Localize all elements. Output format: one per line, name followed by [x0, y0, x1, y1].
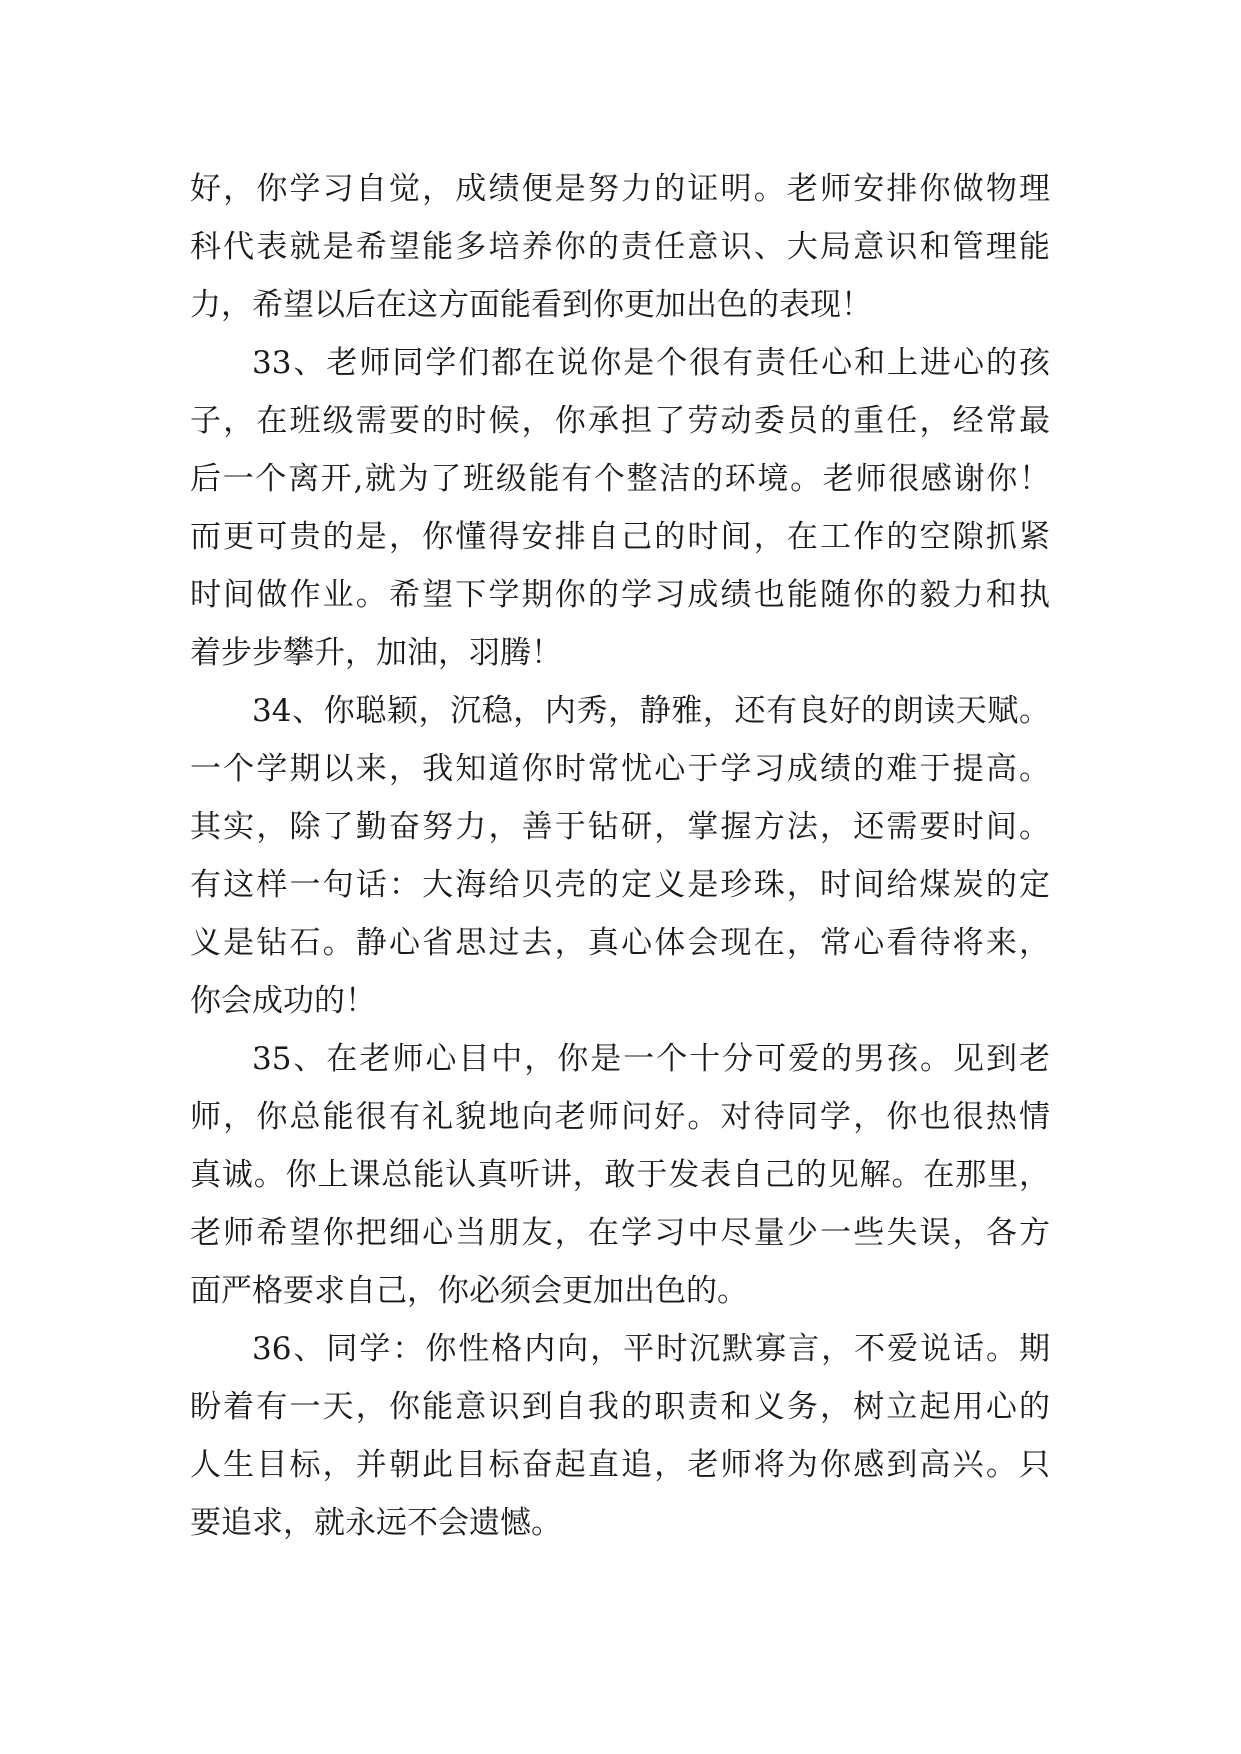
text-line: 后一个离开,就为了班级能有个整洁的环境。老师很感谢你！: [190, 461, 1050, 497]
text-line: 要追求，就永远不会遗憾。: [190, 1505, 562, 1541]
text-line: 子，在班级需要的时候，你承担了劳动委员的重任，经常最: [190, 403, 1050, 439]
text-line: 力，希望以后在这方面能看到你更加出色的表现！: [190, 287, 872, 323]
text-line: 好，你学习自觉，成绩便是努力的证明。老师安排你做物理: [190, 171, 1050, 207]
text-line: 师，你总能很有礼貌地向老师问好。对待同学，你也很热情: [190, 1099, 1050, 1135]
text-line: 科代表就是希望能多培养你的责任意识、大局意识和管理能: [190, 229, 1050, 265]
text-line: 盼着有一天，你能意识到自我的职责和义务，树立起用心的: [190, 1389, 1050, 1425]
paragraph-first-line: 34、你聪颖，沉稳，内秀，静雅，还有良好的朗读天赋。: [252, 693, 1050, 729]
text-line: 时间做作业。希望下学期你的学习成绩也能随你的毅力和执: [190, 577, 1050, 613]
text-line: 而更可贵的是，你懂得安排自己的时间，在工作的空隙抓紧: [190, 519, 1050, 555]
text-line: 义是钻石。静心省思过去，真心体会现在，常心看待将来，: [190, 925, 1050, 961]
paragraph-first-line: 35、在老师心目中，你是一个十分可爱的男孩。见到老: [252, 1041, 1050, 1077]
document-body: [190, 160, 1050, 1552]
text-line: 真诚。你上课总能认真听讲，敢于发表自己的见解。在那里，: [190, 1157, 1050, 1193]
paragraph-first-line: 36、同学：你性格内向，平时沉默寡言，不爱说话。期: [252, 1331, 1050, 1367]
text-line: 着步步攀升，加油，羽腾！: [190, 635, 562, 671]
text-line: 有这样一句话：大海给贝壳的定义是珍珠，时间给煤炭的定: [190, 867, 1050, 903]
text-line: 面严格要求自己，你必须会更加出色的。: [190, 1273, 748, 1309]
text-line: 人生目标，并朝此目标奋起直追，老师将为你感到高兴。只: [190, 1447, 1050, 1483]
text-line: 老师希望你把细心当朋友，在学习中尽量少一些失误，各方: [190, 1215, 1050, 1251]
paragraph-first-line: 33、老师同学们都在说你是个很有责任心和上进心的孩: [252, 345, 1050, 381]
text-line: 你会成功的！: [190, 983, 376, 1019]
text-line: 一个学期以来，我知道你时常忧心于学习成绩的难于提高。: [190, 751, 1050, 787]
text-line: 其实，除了勤奋努力，善于钻研，掌握方法，还需要时间。: [190, 809, 1050, 845]
